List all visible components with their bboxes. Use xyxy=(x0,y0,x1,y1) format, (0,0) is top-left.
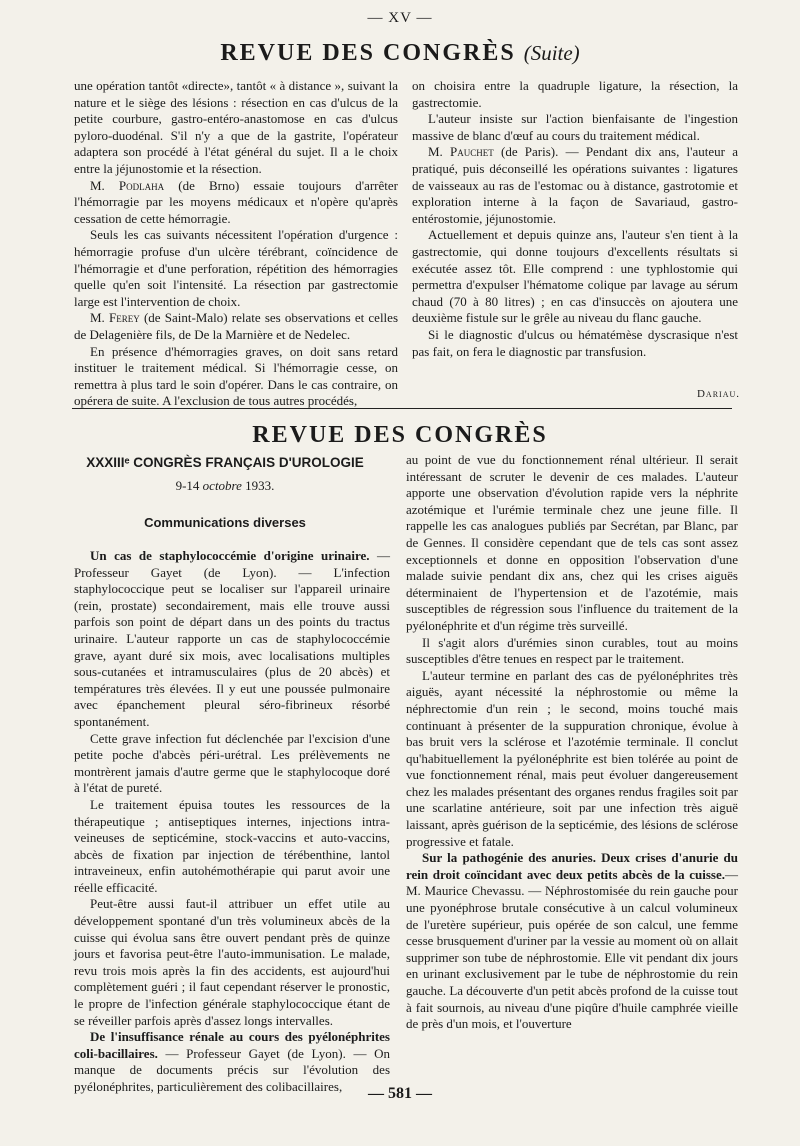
section-heading-suite: (Suite) xyxy=(523,41,580,65)
paragraph-text: (de Paris). — Pendant dix ans, l'auteur a pratiqué, puis déconseillé les opérations suivantes : ligatures de vaisseaux au ras de l'estomac ou à distance, gastrotomie et exploration interne à la façon de Savariaud, gastro-entérostomie, jéjunostomie. xyxy=(412,144,738,226)
section-divider xyxy=(72,408,732,409)
paragraph: Seuls les cas suivants nécessitent l'opération d'urgence : hémorragie profuse d'un ulcère térébrant, coïncidence de l'hémorragie et d'une perforation, répétition des hémorragies quelle qu'en soit l'intensité. La résection par gastrectomie large est l'intervention de choix. xyxy=(74,227,398,309)
paragraph: Cette grave infection fut déclenchée par l'excision d'une petite poche d'abcès péri-urétral. Les prélèvements ne montrèrent jamais d'autre germe que le staphylocoque doré à l'état de pureté. xyxy=(74,730,390,796)
article-title: Sur la pathogénie des anuries. Deux crises d'anurie du rein droit coïncidant avec deux petits abcès de la cuisse. xyxy=(406,850,738,882)
article-title: De l'insuffisance rénale au cours des pyélonéphrites coli-bacillaires. xyxy=(74,1029,390,1061)
article-paragraph xyxy=(74,548,390,731)
upper-left-column xyxy=(74,78,399,409)
paragraph: L'auteur termine en parlant des cas de pyélonéphrites très aiguës, ayant nécessité la néphrostomie ou même la néphrectomie d'un rein ; le second, moins touché mais continuant à présenter de la suppuration chronique, évolue à bas bruit vers la sclérose et l'azotémie terminale. Il conclut qu'habituellement la pyélonéphrite est bien tolérée au point de vue fonctionnement rénal, mais peut évoluer dangereusement chez les malades présentant des organes rendus fragiles soit par une scarlatine antérieure, soit par une infection très aiguë laissant, après guérison de la septicémie, des lésions de sclérose progressive et fatale. xyxy=(406,667,738,849)
author-name: M. Ferey xyxy=(90,310,140,326)
paragraph xyxy=(74,310,398,343)
main-section-title: REVUE DES CONGRÈS xyxy=(252,422,548,448)
author-name: M. Podlaha xyxy=(90,177,165,193)
paragraph: on choisira entre la quadruple ligature, la résection, la gastrectomie. xyxy=(412,78,738,110)
congress-name: XXXIIIᵉ CONGRÈS FRANÇAIS D'UROLOGIE xyxy=(86,455,364,470)
paragraph-text: Néphrostomisée du rein gauche pour une pyonéphrose brutale consécutive à un calcul volumineux de l'uretère supérieur, puis opérée de son calcul, une femme cesse brusquement d'uriner par la vessie au moment où on allait supprimer son tube de néphrostomie. Elle vit pendant dix jours en urinant exclusivement par le tube de néphrostomie du rein gauche. La découverte d'un petit abcès profond de la cuisse tout à fait sournois, au niveau d'une piqûre d'huile camphrée vieille de près d'un mois, et l'ouverture xyxy=(406,883,738,1032)
paragraph-text: (de Brno) essaie toujours d'arrêter l'hémorragie par les moyens médicaux et n'opère qu'après cessation de cette hémorragie. xyxy=(74,177,398,226)
paragraph: Si le diagnostic d'ulcus ou hématémèse dyscrasique n'est pas fait, on fera le diagnostic par transfusion. xyxy=(412,326,738,359)
paragraph xyxy=(74,178,398,228)
paragraph: Le traitement épuisa toutes les ressources de la thérapeutique ; antiseptiques internes, injections intra-veineuses de septicémine, stock-vaccins et auto-vaccins, abcès de fixation par injection de térébenthine, lantol intraveineux, enfin autohémothérapie qui parut avoir une réelle efficacité. xyxy=(74,796,390,895)
paragraph: L'auteur insiste sur l'action bienfaisante de l'ingestion massive de blanc d'œuf au cours du traitement médical. xyxy=(412,111,738,143)
page-roman-numeral: — XV — xyxy=(367,10,433,26)
author-name: M. Pauchet xyxy=(428,144,494,160)
section-heading-title: REVUE DES CONGRÈS xyxy=(220,40,516,66)
congress-dates xyxy=(70,478,380,494)
article-byline: — Professeur Gayet (de Lyon). — xyxy=(157,1045,375,1061)
paragraph: En présence d'hémorragies graves, on doit sans retard instituer le traitement médical. Si l'hémorragie cesse, on remettra à plus tard le soin d'opérer. Dans le cas contraire, on opérera de suite. A l'exclusion de tous autres procédés, xyxy=(74,343,398,409)
author-signature: Dariau. xyxy=(696,388,740,400)
upper-right-column xyxy=(412,78,738,378)
article-byline: —M. Maurice Chevassu. — xyxy=(406,866,738,899)
paragraph: Il s'agit alors d'urémies sinon curables, tout au moins susceptibles d'être tenues en respect par le traitement. xyxy=(406,634,738,667)
paragraph: Peut-être aussi faut-il attribuer un effet utile au développement spontané d'un très volumineux abcès de la cuisse qui évolua sans être ouvert pendant près de quinze jours et favorisa peut-être l'auto-immunisation. Le malade, revu trois mois après la fin des accidents, est aujourd'hui complètement guéri ; il faut cependant réserver le pronostic, le propre de l'infection générale staphylococcique étant de se réveiller parfois après d'assez longs intervalles. xyxy=(74,896,390,1028)
paragraph: Actuellement et depuis quinze ans, l'auteur s'en tient à la gastrectomie, qui donne toujours d'excellents résultats si exécutée assez tôt. Elle comprend : une typhlostomie qui permettra d'expulser l'hématome colique par lavage au sérum chaud (70 à 80 litres) ; en cas d'insuccès on ajoutera une deuxième fistule sur le grêle au niveau du flanc gauche. xyxy=(412,227,738,326)
page-number: — 581 — xyxy=(368,1085,432,1102)
paragraph-text: L'infection staphylococcique peut se localiser sur l'appareil urinaire (rein, prostate) secondairement, mais elle trouve aussi parfois son point de départ dans un des points du tractus urinaire. L'auteur rapporte un cas de staphylococcémie grave, ayant duré six mois, avec localisations multiples sous-cutanées et intramusculaires (plus de 20 abcès) et températures très élevées. Il y eut une poussée pulmonaire avec épanchement pleural séro-fibrineux résorbé spontanément. xyxy=(74,564,390,729)
paragraph-text: (de Saint-Malo) relate ses observations et celles de Delagenière fils, de De la Marnière et de Nedelec. xyxy=(74,310,399,342)
article-paragraph xyxy=(406,850,738,1033)
subsection-title: Communications diverses xyxy=(144,515,306,530)
paragraph: une opération tantôt «directe», tantôt « à distance », suivant la nature et le siège des lésions : résection en cas d'ulcus de la petite courbure, gastro-entéro-anastomose en cas d'ulcus pyloro-duodénal. S'il n'y a que de la gastrite, l'opérateur adaptera son procédé à l'état général du sujet. Il a le choix entre la jéjunostomie et la résection. xyxy=(74,78,398,176)
paragraph-text: On manque de documents précis sur l'évolution des pyélonéphrites, particulièrement des colibacillaires, xyxy=(74,1045,390,1094)
paragraph: au point de vue du fonctionnement rénal ultérieur. Il serait intéressant de scruter le devenir de ces malades. L'auteur apporte une observation d'évolution rapide vers la néphrite azotémique et l'urémie terminale chez une jeune fille. Il rappelle les cas analogues publiés par Secrétan, par Blanc, par de Gennes. Il considère cependant que de tels cas sont assez exceptionnels et donne en opposition l'observation d'une malade suivie pendant dix ans, chez qui les crises aiguës déterminaient de l'hypertension et de l'azotémie, mais susceptibles de régression sous l'influence du traitement de la pyélonéphrite et d'un régime très surveillé. xyxy=(406,452,738,633)
lower-right-column xyxy=(406,452,738,1078)
dates-days: 9-14 xyxy=(175,478,203,493)
article-title: Un cas de staphylococcémie d'origine urinaire. xyxy=(90,548,370,563)
dates-year: 1933. xyxy=(241,478,275,493)
dates-month: octobre xyxy=(202,478,242,493)
paragraph xyxy=(412,144,738,227)
article-byline: — Professeur Gayet (de Lyon). — xyxy=(74,548,391,580)
section-heading-continued xyxy=(0,40,800,67)
lower-left-column xyxy=(74,548,391,1094)
